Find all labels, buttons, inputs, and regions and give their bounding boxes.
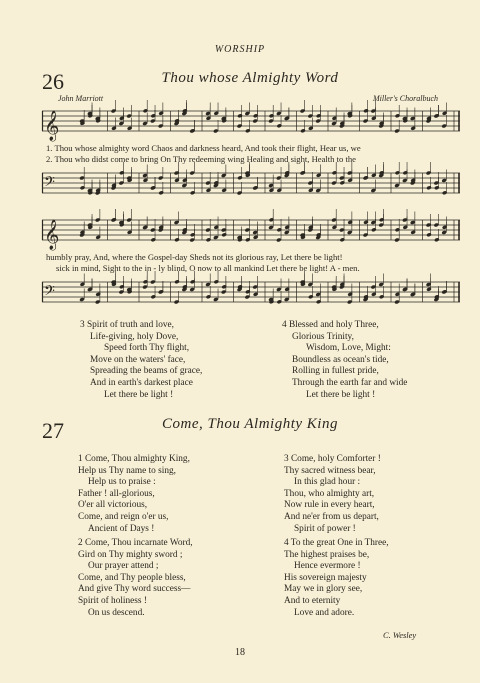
verse-line: Life-giving, holy Dove, (90, 331, 179, 342)
verse-line: 1 Come, Thou almighty King, (78, 454, 190, 464)
verse-line: And give Thy word success— (78, 584, 191, 595)
treble-staff-system1 (42, 103, 460, 141)
verse-line: 2 Come, Thou incarnate Word, (78, 538, 193, 548)
page-number: 18 (235, 647, 245, 658)
verse-line: Move on the waters' face, (90, 354, 186, 365)
verse-line: Spirit of power ! (294, 523, 356, 534)
verse-4 (282, 320, 407, 401)
verse-line: And in earth's darkest place (90, 377, 193, 388)
treble-staff-system2 (42, 212, 460, 250)
verse-line: Spreading the beams of grace, (90, 366, 203, 377)
verse-line: Thou, who almighty art, (284, 488, 375, 499)
verse-line: 4 Blessed and holy Three, (282, 320, 379, 330)
verse-line: 3 Spirit of truth and love, (80, 320, 174, 330)
verse-line: Boundless as ocean's tide, (292, 354, 389, 365)
lyric-line-1: 1. Thou whose almighty word Chaos and darkness heard, And took their flight, Hear us, we (46, 143, 361, 153)
lyric-line-4: sick in mind, Sight to the in - ly blind, O now to all mankind Let there be light! A - men. (56, 263, 360, 273)
verse-2 (78, 538, 193, 619)
verse-line: Help us Thy name to sing, (78, 465, 176, 476)
verse-line: Through the earth far and wide (292, 377, 408, 388)
verse-line: 4 To the great One in Three, (284, 538, 389, 548)
clef-icon: 𝄞 (44, 111, 60, 141)
verse-3 (80, 320, 202, 401)
hymn-title: Thou whose Almighty Word (161, 70, 339, 86)
verse-line: May we in glory see, (284, 584, 363, 595)
verse-line: Wisdom, Love, Might: (306, 343, 391, 354)
verse-line: Let there be light ! (104, 389, 174, 400)
lyric-line-2: 2. Thou who didst come to bring On Thy redeeming wing Healing and sight, Health to the (46, 154, 356, 164)
clef-icon: 𝄢 (44, 174, 55, 194)
clef-icon: 𝄞 (44, 220, 60, 250)
verse-line: Speed forth Thy flight, (104, 343, 190, 354)
verse-line: Come, and reign o'er us, (78, 511, 169, 522)
author-credit: John Marriott (58, 94, 104, 103)
hymn-number: 27 (42, 418, 64, 443)
verse-line: The highest praises be, (284, 549, 370, 560)
hymn-number: 26 (42, 69, 64, 94)
verse-line: Love and adore. (294, 607, 355, 618)
section-header: WORSHIP (214, 44, 266, 55)
verse-line: Let there be light ! (306, 389, 376, 400)
verse-line: And ne'er from us depart, (284, 511, 379, 522)
attribution: C. Wesley (383, 630, 417, 640)
lyric-line-3: humbly pray, And, where the Gospel-day Sheds not its glorious ray, Let there be light! (46, 252, 343, 262)
bass-staff-system1 (42, 165, 460, 203)
verse-line: Ancient of Days ! (88, 523, 155, 534)
verse-line: Father ! all-glorious, (78, 488, 155, 499)
bass-staff-system2 (42, 274, 460, 312)
verse-line: Hence evermore ! (294, 561, 361, 572)
verse-line: Gird on Thy mighty sword ; (78, 549, 183, 560)
verse-line: Glorious Trinity, (292, 331, 354, 342)
verse-line: Thy sacred witness bear, (284, 465, 376, 476)
verse-line: Help us to praise : (88, 477, 156, 488)
verse-line: Spirit of holiness ! (78, 595, 147, 606)
verse-line: His sovereign majesty (284, 572, 367, 583)
verse-line: Come, and Thy people bless, (78, 572, 186, 583)
verse-line: 3 Come, holy Comforter ! (284, 454, 381, 464)
verse-3 (284, 454, 381, 535)
clef-icon: 𝄢 (44, 283, 55, 303)
verse-line: Rolling in fullest pride, (292, 366, 379, 377)
hymn-title: Come, Thou Almighty King (162, 416, 338, 432)
verse-1 (78, 454, 190, 535)
verse-line: On us descend. (88, 607, 145, 618)
verse-line: Our prayer attend ; (88, 561, 159, 572)
verse-4 (284, 538, 389, 619)
tune-credit: Miller's Choralbuch (372, 94, 438, 103)
verse-line: In this glad hour : (294, 477, 361, 488)
verse-line: And to eternity (284, 595, 341, 606)
verse-line: Now rule in every heart, (284, 500, 375, 511)
verse-line: O'er all victorious, (78, 500, 148, 511)
